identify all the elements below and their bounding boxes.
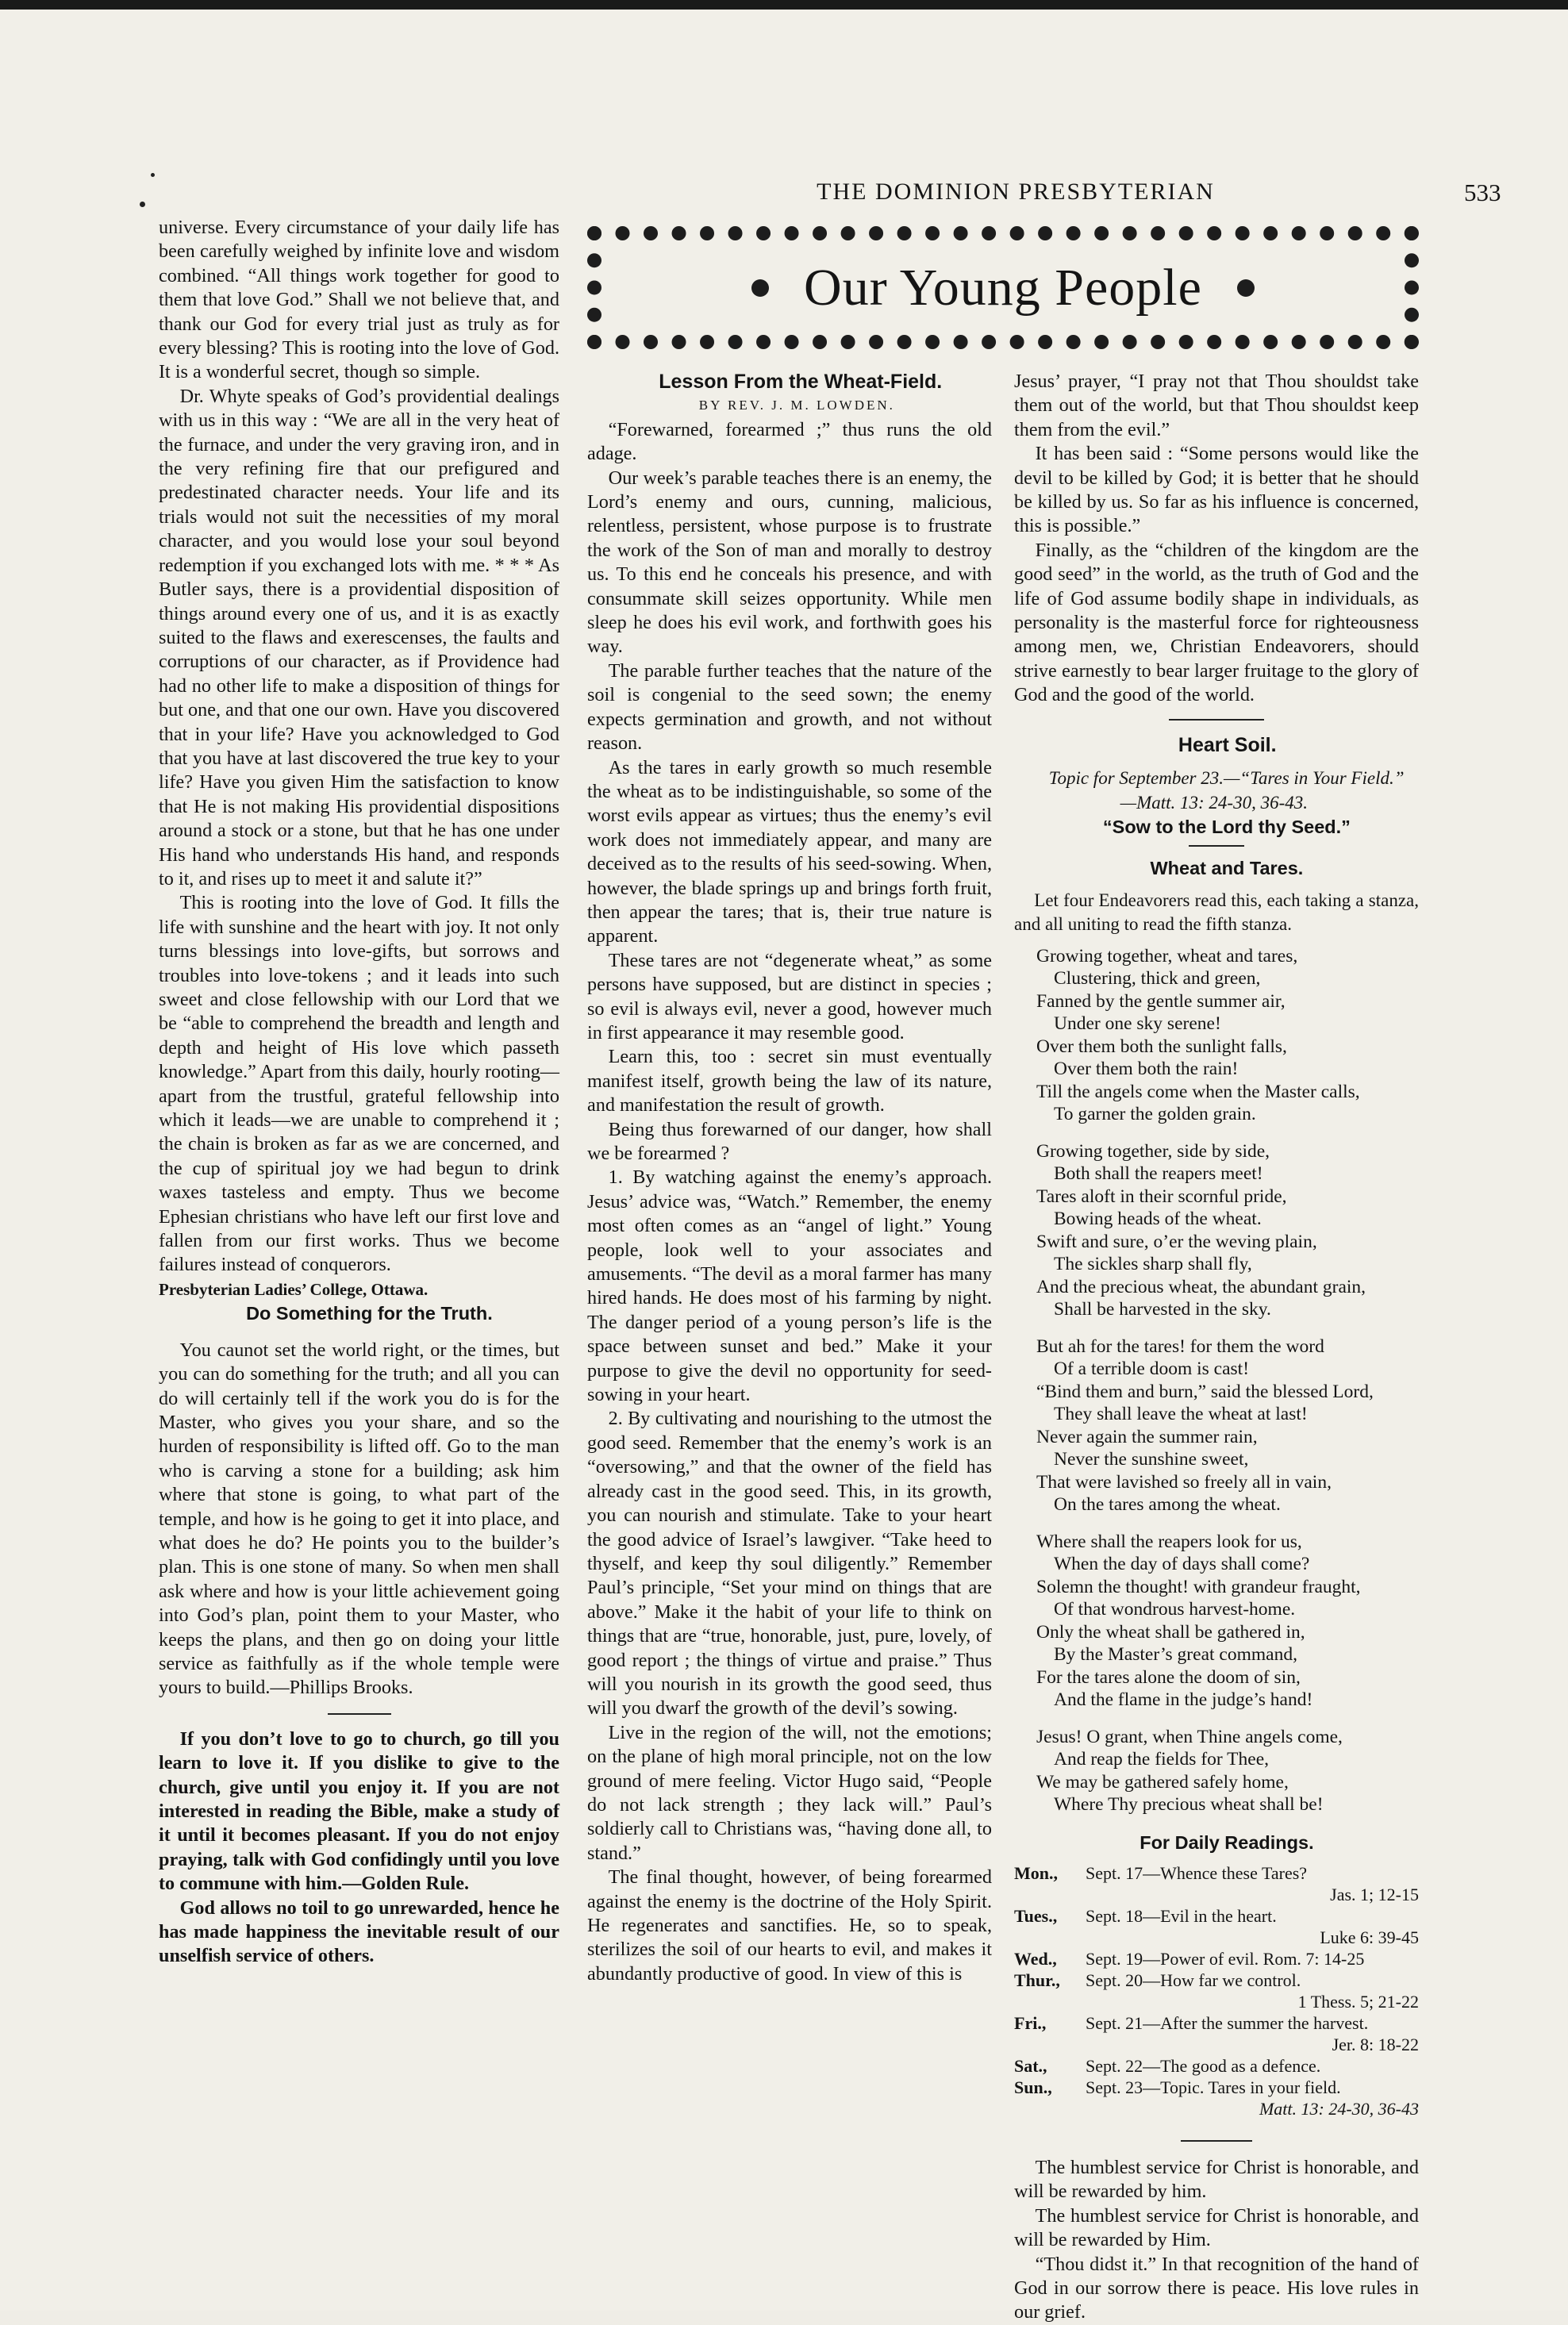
reading-row xyxy=(1014,2055,1419,2077)
page-number: 533 xyxy=(1464,179,1501,206)
section-title: Our Young People xyxy=(804,258,1202,317)
bullet-ornament-icon xyxy=(751,279,769,297)
poem-title: Wheat and Tares. xyxy=(1150,858,1304,879)
reading-day: Sat., xyxy=(1014,2055,1047,2076)
poem-line: Swift and sure, o’er the weving plain, xyxy=(1036,1231,1317,1252)
topic-line: Topic for September 23.—“Tares in Your Field.” xyxy=(1048,768,1405,789)
daily-readings-table xyxy=(1014,1862,1419,2119)
paragraph: “Thou didst it.” In that recognition of the hand of God in our sorrow there is peace. His love rules in our grief. xyxy=(1014,2253,1419,2323)
poem-line: Both shall the reapers meet! xyxy=(1054,1163,1263,1185)
paragraph: Finally, as the “children of the kingdom are the good seed” in the world, as the truth of God and the life of God assume bodily shape in individuals, as personality is the masterful force for righteousness among men, we, Christian Endeavorers, should strive earnestly to bear larger fruitage to the glory of God and the good of the world. xyxy=(1014,539,1419,706)
byline: BY REV. J. M. LOWDEN. xyxy=(698,398,895,413)
reading-day: Tues., xyxy=(1014,1905,1058,1926)
poem-line: Jesus! O grant, when Thine angels come, xyxy=(1036,1726,1343,1747)
poem-line: “Bind them and burn,” said the blessed Lord, xyxy=(1036,1381,1374,1402)
divider xyxy=(1181,2140,1252,2142)
reading-text: Sept. 18—Evil in the heart. xyxy=(1086,1905,1277,1926)
poem-line: Growing together, wheat and tares, xyxy=(1036,945,1298,967)
reading-row xyxy=(1014,2012,1419,2055)
poem-line: Over them both the rain! xyxy=(1054,1059,1239,1080)
poem-stanza xyxy=(1036,945,1419,1126)
print-speck xyxy=(151,173,155,177)
paragraph: Jesus’ prayer, “I pray not that Thou shouldst take them out of the world, but that Thou shouldst keep them from the evil.” xyxy=(1014,371,1419,440)
reading-text: Sept. 22—The good as a defence. xyxy=(1086,2055,1321,2076)
paragraph: It has been said : “Some persons would like the devil to be killed by God; it is better that he should be killed by us. So far as his influence is concerned, this is possible.” xyxy=(1014,443,1419,537)
poem-line: On the tares among the wheat. xyxy=(1054,1494,1281,1516)
reading-day: Thur., xyxy=(1014,1970,1060,1990)
poem-line: Bowing heads of the wheat. xyxy=(1054,1209,1262,1230)
poem-line: Over them both the sunlight falls, xyxy=(1036,1036,1287,1057)
paragraph: The humblest service for Christ is honorable, and will be rewarded by him. xyxy=(1014,2156,1419,2203)
poem-line: For the tares alone the doom of sin, xyxy=(1036,1666,1301,1688)
poem-line: The sickles sharp shall fly, xyxy=(1054,1254,1252,1275)
reading-row xyxy=(1014,1862,1419,1905)
subheading: “Sow to the Lord thy Seed.” xyxy=(1102,816,1351,837)
poem-line: Tares aloft in their scornful pride, xyxy=(1036,1186,1287,1207)
paragraph: Dr. Whyte speaks of God’s providential dealings with us in this way : “We are all in the very heat of the furnace, and under the very graving iron, and in the very refining fire that our prefigured and predestinated character needs. Your life and its trials would not suit the necessities of my moral character, and you would lose your soul beyond redemption if you exchanged lots with me. * * * As Butler says, there is a providential disposition of things around every one of us, and it is as exactly suited to the flaws and exerescenses, the faults and corruptions of our character, as if Providence had had no other life to make a disposition of things for but one, and that one our own. Have you discovered that in your life? Have you acknowledged to God that you have at last discovered the true key to your life? Have you given Him the satisfaction to know that He is not making His providential dispositions around a stock or a stone, but that he has one under His hand who understands His hand, and responds to it, and rises up to meet it and salute it?” xyxy=(159,385,559,890)
poem-line: And the precious wheat, the abundant grain, xyxy=(1036,1276,1366,1297)
poem-line: But ah for the tares! for them the word xyxy=(1036,1335,1324,1357)
reading-reference: Jer. 8: 18-22 xyxy=(1332,2034,1419,2054)
poem-line: When the day of days shall come? xyxy=(1054,1554,1310,1575)
running-head: THE DOMINION PRESBYTERIAN xyxy=(817,179,1215,205)
reading-row xyxy=(1014,2077,1419,2119)
poem-line: Where shall the reapers look for us, xyxy=(1036,1531,1302,1552)
poem-line: Solemn the thought! with grandeur fraught, xyxy=(1036,1576,1361,1597)
poem-line: Fanned by the gentle summer air, xyxy=(1036,990,1286,1012)
poem-line: They shall leave the wheat at last! xyxy=(1054,1404,1308,1425)
reading-text: Sept. 21—After the summer the harvest. xyxy=(1086,2012,1369,2033)
poem-line: That were lavished so freely all in vain, xyxy=(1036,1471,1332,1493)
paragraph: “Forewarned, forearmed ;” thus runs the old adage. xyxy=(587,418,992,465)
section-banner xyxy=(587,226,1419,349)
poem-intro: Let four Endeavorers read this, each taking a stanza, and all uniting to read the fifth stanza. xyxy=(1014,890,1419,935)
article-credit: Presbyterian Ladies’ College, Ottawa. xyxy=(159,1279,429,1299)
top-edge-bar xyxy=(0,0,1568,10)
paragraph: 2. By cultivating and nourishing to the utmost the good seed. Remember that the enemy’s work is an “oversowing,” and that the owner of the field has already cast in the good seed. This, in its growth, you can nourish and stimulate. Take to your heart the good advice of Israel’s lawgiver. “Take heed to thyself, and keep thy soul diligently.” Remember Paul’s principle, “Set your mind on things that are above.” Make it the habit of your life to think on things that are “true, honorable, just, pure, lovely, of good report ; the things of virtue and praise.” Thus will you nourish in its growth the good seed, thus will you dwarf the growth of the devil’s sowing. xyxy=(587,1408,992,1720)
reading-day: Sun., xyxy=(1014,2077,1052,2097)
paragraph: This is rooting into the love of God. It fills the life with sunshine and the heart with joy. It not only turns blessings into love-gifts, but sorrows and troubles into love-tokens ; and it leads into such sweet and close fellowship with our Lord that we be “able to comprehend the breadth and length and depth and height of His love which passeth knowledge.” Apart from this daily, hourly rooting—apart from the trustful, grateful fellowship into which it leads—we are unable to comprehend it ; the chain is broken as far as we are concerned, and the cup of spiritual joy we had begun to drink waxes tasteless and empty. Thus we become Ephesian christians who have left our first love and fallen from our first works. Thus we become failures instead of conquerors. xyxy=(159,892,559,1276)
paragraph: Live in the region of the will, not the emotions; on the plane of high moral principle, not on the low ground of mere feeling. Victor Hugo said, “People do not lack strength ; they lack will.” Paul’s soldierly call to Christians was, “having done all, to stand.” xyxy=(587,1721,992,1864)
reading-row xyxy=(1014,1970,1419,2012)
paragraph: You caunot set the world right, or the times, but you can do something for the truth; and all you can do will certainly tell if the work you do is for the Master, who gives you your share, and so the hurden of responsibility is lifted off. Go to the man who is carving a stone for a building; ask him where that stone is going, to what part of the temple, and how is he going to get it into place, and what does he do? He points you to the builder’s plan. This is one stone of many. So when men shall ask where and how is your little achievement going into God’s plan, point them to your Master, who keeps the plans, and then go on doing your little service as faithfully as if the whole temple were yours to build.—Phillips Brooks. xyxy=(159,1339,559,1699)
reading-row xyxy=(1014,1948,1419,1970)
paragraph: If you don’t love to go to church, go till you learn to love it. If you dislike to give to the church, give until you enjoy it. If you are not interested in reading the Bible, make a study of it until it becomes pleasant. If you do not enjoy praying, talk with God confidingly until you love to commune with him.—Golden Rule. xyxy=(159,1727,559,1895)
poem-line: Clustering, thick and green, xyxy=(1054,968,1261,990)
reading-text: Sept. 20—How far we control. xyxy=(1086,1970,1301,1990)
reading-day: Mon., xyxy=(1014,1862,1058,1883)
paragraph: God allows no toil to go unrewarded, hence he has made happiness the inevitable result of our unselfish service of others. xyxy=(159,1897,559,1967)
article-heading: Lesson From the Wheat-Field. xyxy=(659,371,943,393)
paragraph: The final thought, however, of being forearmed against the enemy is the doctrine of the Holy Spirit. He regenerates and sanctifies. He, so to speak, sterilizes the soil of our hearts to evil, and makes it abundantly productive of good. In view of this is xyxy=(587,1866,992,1985)
paragraph: 1. By watching against the enemy’s approach. Jesus’ advice was, “Watch.” Remember, the enemy most often comes as an “angel of light.” Young people, look well to your associates and amusements. “The devil as a moral farmer has many hired hands. He does most of his farming by night. The danger period of a young person’s life is the space between sunset and bed.” Make it your purpose to give the devil no opportunity for seed-sowing in your heart. xyxy=(587,1166,992,1406)
poem-stanza xyxy=(1036,1140,1419,1321)
paragraph: Being thus forewarned of our danger, how shall we be forearmed ? xyxy=(587,1118,992,1164)
poem-line: Of a terrible doom is cast! xyxy=(1054,1358,1250,1380)
poem-line: Under one sky serene! xyxy=(1054,1013,1221,1035)
poem-line: Where Thy precious wheat shall be! xyxy=(1054,1794,1324,1816)
article-heading: Heart Soil. xyxy=(1178,733,1277,756)
poem-stanza xyxy=(1036,1335,1419,1516)
paragraph: Learn this, too : secret sin must eventually manifest itself, growth being the law of its nature, and manifestation the result of growth. xyxy=(587,1046,992,1116)
paragraph: universe. Every circumstance of your daily life has been carefully weighed by infinite love and wisdom combined. “All things work together for good to them that love God.” Shall we not believe that, and thank our God for every trial just as truly as for every blessing? This is rooting into the love of God. It is a wonderful secret, though so simple. xyxy=(159,217,559,383)
poem-line: And the flame in the judge’s hand! xyxy=(1054,1689,1313,1711)
column-middle xyxy=(587,370,992,1986)
reading-reference: Luke 6: 39-45 xyxy=(1320,1927,1419,1947)
article-heading: Do Something for the Truth. xyxy=(246,1303,493,1324)
paragraph: As the tares in early growth so much resemble the wheat as to be indistinguishable, so some of the worst evils appear as virtues; thus the enemy’s evil work does not immediately appear, and many are deceived as to the results of his seed-sowing. When, however, the blade springs up and brings forth fruit, then appear the tares; that is, their true nature is apparent. xyxy=(587,756,992,947)
poem-line: And reap the fields for Thee, xyxy=(1054,1749,1270,1770)
paragraph: These tares are not “degenerate wheat,” as some persons have supposed, but are distinct in species ; so evil is always evil, never a good, however much in first appearance it may resemble good. xyxy=(587,949,992,1043)
paragraph: Our week’s parable teaches there is an enemy, the Lord’s enemy and ours, cunning, malicious, relentless, persistent, whose purpose is to frustrate the work of the Son of man and morally to destroy us. To this end he conceals his presence, and with consummate skill seizes opportunity. While men sleep he does his evil work, and forthwith goes his way. xyxy=(587,467,992,658)
column-left xyxy=(159,216,559,1969)
reading-text: Sept. 23—Topic. Tares in your field. xyxy=(1086,2077,1341,2097)
poem-line: Till the angels come when the Master calls, xyxy=(1036,1081,1360,1102)
paragraph: The parable further teaches that the nature of the soil is congenial to the seed sown; the enemy expects germination and growth, and not without reason. xyxy=(587,659,992,755)
poem-line: We may be gathered safely home, xyxy=(1036,1771,1289,1793)
poem-line: Never the sunshine sweet, xyxy=(1054,1449,1249,1470)
print-speck xyxy=(140,202,145,207)
reading-day: Fri., xyxy=(1014,2012,1047,2033)
paragraph: The humblest service for Christ is honorable, and will be rewarded by Him. xyxy=(1014,2204,1419,2251)
poem-line: Growing together, side by side, xyxy=(1036,1140,1270,1162)
poem-stanza xyxy=(1036,1531,1419,1712)
readings-heading: For Daily Readings. xyxy=(1139,1831,1314,1853)
divider xyxy=(1169,719,1264,721)
poem-line: Only the wheat shall be gathered in, xyxy=(1036,1621,1305,1643)
bullet-ornament-icon xyxy=(1237,279,1255,297)
reading-reference: Jas. 1; 12-15 xyxy=(1330,1884,1419,1904)
poem-line: Shall be harvested in the sky. xyxy=(1054,1299,1271,1320)
divider xyxy=(328,1713,391,1715)
reading-reference: 1 Thess. 5; 21-22 xyxy=(1297,1991,1419,2012)
poem-line: By the Master’s great command, xyxy=(1054,1644,1297,1666)
topic-reference: —Matt. 13: 24-30, 36-43. xyxy=(1120,792,1308,813)
reading-reference: Matt. 13: 24-30, 36-43 xyxy=(1259,2098,1419,2119)
poem-line: Of that wondrous harvest-home. xyxy=(1054,1599,1296,1620)
reading-row xyxy=(1014,1905,1419,1948)
column-right xyxy=(1014,370,1419,2325)
poem-stanza xyxy=(1036,1726,1419,1816)
poem-line: To garner the golden grain. xyxy=(1054,1104,1256,1125)
divider xyxy=(1189,845,1244,847)
reading-day: Wed., xyxy=(1014,1948,1057,1969)
reading-text: Sept. 17—Whence these Tares? xyxy=(1086,1862,1308,1883)
poem-line: Never again the summer rain, xyxy=(1036,1426,1258,1447)
reading-text: Sept. 19—Power of evil. Rom. 7: 14-25 xyxy=(1086,1948,1365,1969)
